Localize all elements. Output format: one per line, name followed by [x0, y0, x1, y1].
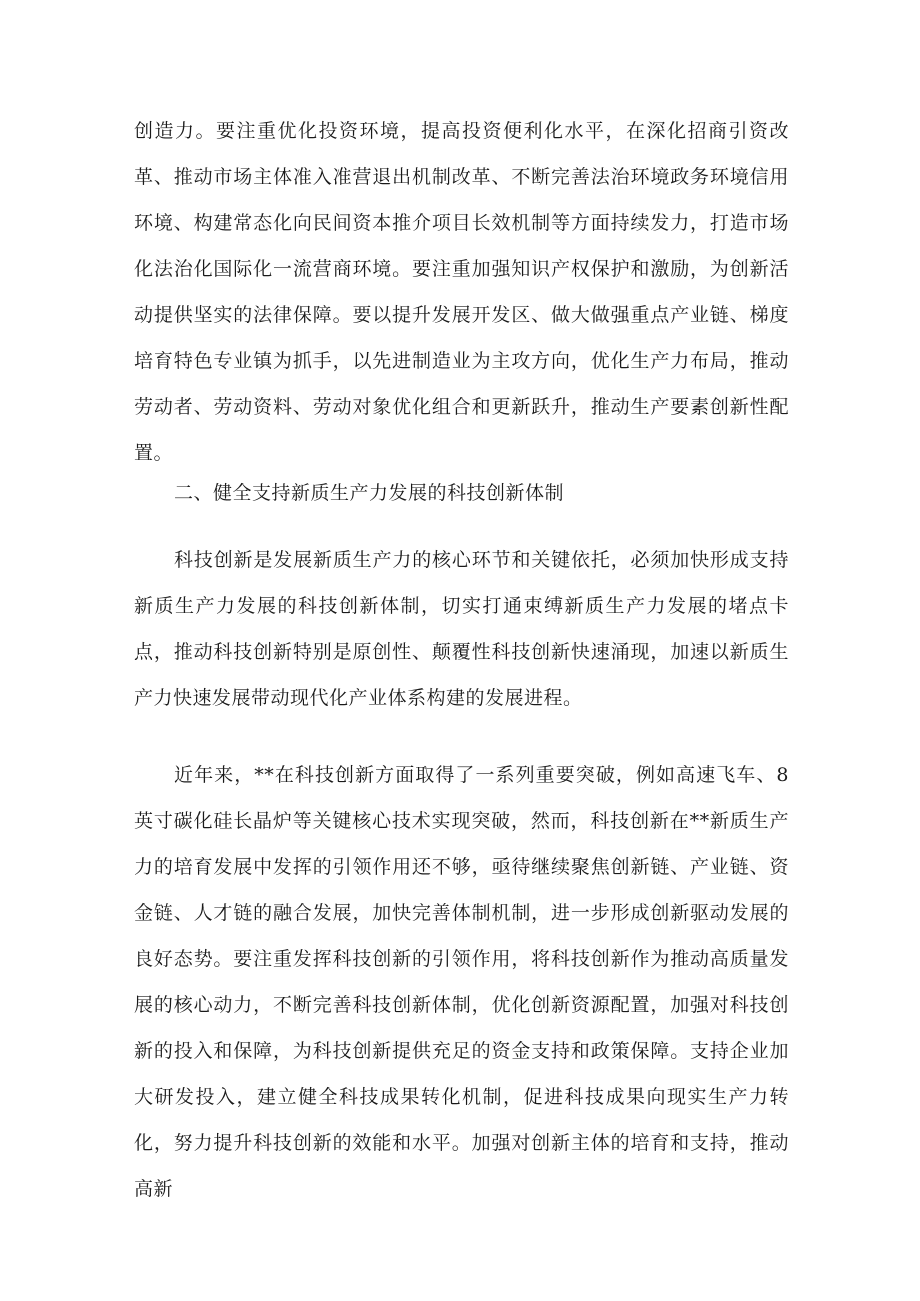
- body-paragraph-2: [134, 537, 789, 721]
- paragraph-text: 创造力。要注重优化投资环境，提高投资便利化水平，在深化招商引资改革、推动市场主体准入准营退出机制改革、不断完善法治环境政务环境信用环境、构建常态化向民间资本推介项目长效机制等方面持续发力，打造市场化法治化国际化一流营商环境。要注重加强知识产权保护和激励，为创新活动提供坚实的法律保障。要以提升发展开发区、做大做强重点产业链、梯度培育特色专业镇为抓手，以先进制造业为主攻方向，优化生产力布局，推动劳动者、劳动资料、劳动对象优化组合和更新跃升，推动生产要素创新性配置。: [134, 120, 789, 464]
- section-heading: [134, 470, 789, 516]
- paragraph-text: 科技创新是发展新质生产力的核心环节和关键依托，必须加快形成支持新质生产力发展的科技创新体制，切实打通束缚新质生产力发展的堵点卡点，推动科技创新特别是原创性、颠覆性科技创新快速涌现，加速以新质生产力快速发展带动现代化产业体系构建的发展进程。: [134, 549, 789, 709]
- body-paragraph-1: [134, 108, 789, 476]
- section-heading-text: 二、健全支持新质生产力发展的科技创新体制: [174, 482, 565, 504]
- body-paragraph-3: [134, 752, 789, 1212]
- paragraph-text: 近年来，**在科技创新方面取得了一系列重要突破，例如高速飞车、8英寸碳化硅长晶炉等关键核心技术实现突破，然而，科技创新在**新质生产力的培育发展中发挥的引领作用还不够，亟待继续聚焦创新链、产业链、资金链、人才链的融合发展，加快完善体制机制，进一步形成创新驱动发展的良好态势。要注重发挥科技创新的引领作用，将科技创新作为推动高质量发展的核心动力，不断完善科技创新体制，优化创新资源配置，加强对科技创新的投入和保障，为科技创新提供充足的资金支持和政策保障。支持企业加大研发投入，建立健全科技成果转化机制，促进科技成果向现实生产力转化，努力提升科技创新的效能和水平。加强对创新主体的培育和支持，推动高新: [134, 764, 789, 1200]
